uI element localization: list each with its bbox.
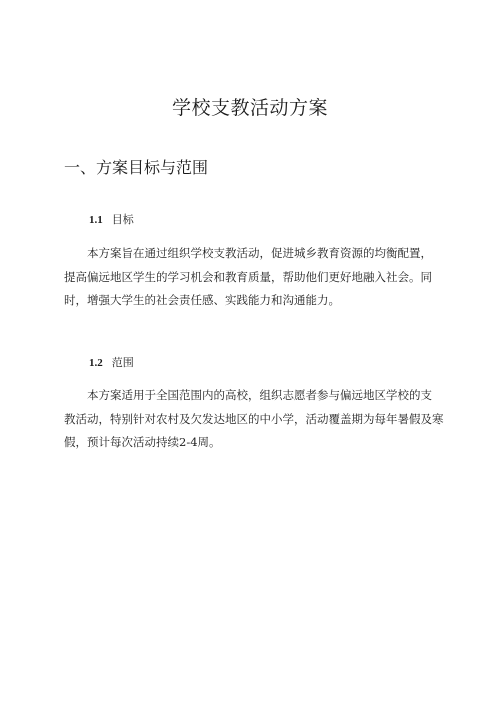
paragraph-line: 本方案旨在通过组织学校支教活动，促进城乡教育资源的均衡配置， (87, 246, 432, 260)
paragraph-line: 时，增强大学生的社会责任感、实践能力和沟通能力。 (64, 293, 340, 307)
subsection-number: 1.1 (89, 214, 103, 226)
subsection-title: 目标 (111, 213, 134, 226)
subsection-number: 1.2 (89, 357, 103, 369)
paragraph-goals (64, 242, 442, 313)
paragraph-line: 提高偏远地区学生的学习机会和教育质量，帮助他们更好地融入社会。同 (64, 269, 432, 284)
subsection-heading-scope (89, 354, 134, 370)
subsection-title: 范围 (111, 356, 134, 369)
paragraph-line: 假，预计每次活动持续2-4周。 (64, 435, 221, 449)
subsection-heading-goals (89, 211, 134, 227)
paragraph-scope (64, 384, 442, 455)
paragraph-line: 教活动，特别针对农村及欠发达地区的中小学，活动覆盖期为每年暑假及寒 (64, 411, 444, 426)
document-title: 学校支教活动方案 (171, 97, 328, 119)
paragraph-line: 本方案适用于全国范围内的高校，组织志愿者参与偏远地区学校的支 (87, 388, 432, 402)
section-heading-goals-scope: 一、方案目标与范围 (64, 158, 209, 177)
